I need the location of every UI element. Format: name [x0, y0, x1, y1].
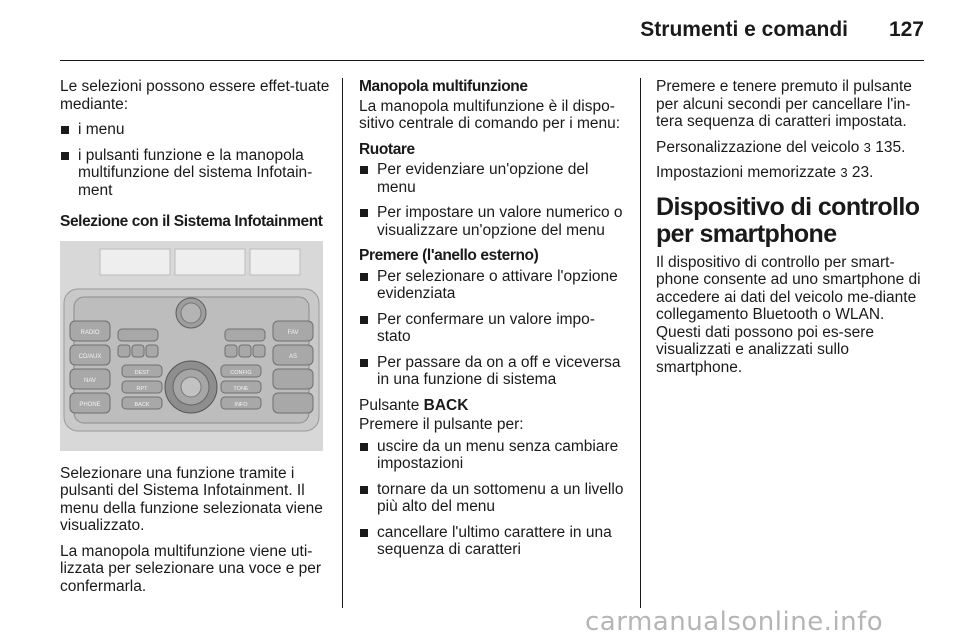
column-divider [640, 78, 641, 608]
intro-paragraph: Le selezioni possono essere effet-tuate mediante: [60, 78, 330, 113]
subheading: Ruotare [359, 140, 415, 158]
back-list [359, 438, 627, 559]
body-paragraph: La manopola multifunzione è il dispo-sitivo centrale di comando per i menu: [359, 97, 621, 132]
fav-label: FAV [287, 329, 299, 336]
info-label: INFO [234, 401, 248, 408]
back-label: BACK [134, 401, 150, 408]
rpt-label: RPT [136, 385, 148, 392]
list-item: Per passare da on a off e viceversa in una funzione di sistema [359, 354, 627, 389]
back-label: BACK [423, 396, 469, 414]
dest-label: DEST [134, 369, 150, 376]
list-item: i pulsanti funzione e la manopola multifunzione del sistema Infotain-ment [60, 147, 330, 200]
list-item: Per selezionare o attivare l'opzione evidenziata [359, 268, 627, 303]
list-item: Per impostare un valore numerico o visualizzare un'opzione del menu [359, 204, 627, 239]
selection-list [60, 121, 330, 199]
column-1 [60, 78, 330, 603]
ref-arrow-icon: 3 [863, 139, 871, 155]
ref-page: 23. [851, 164, 874, 181]
body-paragraph: Selezionare una funzione tramite i pulsanti del Sistema Infotainment. Il menu della funzione selezionata viene visualizzato. [60, 464, 323, 534]
section-heading: Manopola multifunzione [359, 78, 528, 95]
phone-label: PHONE [79, 401, 101, 408]
ref-text: Impostazioni memorizzate [656, 164, 837, 181]
list-item: Per evidenziare un'opzione del menu [359, 161, 627, 196]
nav-label: NAV [84, 377, 96, 384]
header-rule [60, 60, 924, 61]
body-paragraph: Premere e tenere premuto il pulsante per alcuni secondi per cancellare l'in-tera sequenza di caratteri impostata. [656, 78, 912, 130]
list-item: tornare da un sottomenu a un livello più alto del menu [359, 481, 627, 516]
radio-label: RADIO [80, 329, 100, 336]
body-paragraph: La manopola multifunzione viene uti-lizzata per selezionare una voce e per confermarla. [60, 542, 322, 595]
list-item: Per confermare un valore impo-stato [359, 311, 627, 346]
list-item: uscire da un menu senza cambiare impostazioni [359, 438, 627, 473]
cross-reference[interactable] [656, 139, 924, 157]
as-label: AS [288, 353, 298, 360]
column-2 [359, 78, 627, 567]
config-label: CONFIG [230, 369, 252, 376]
subheading: Premere (l'anello esterno) [359, 247, 539, 264]
cd-aux-label: CD/AUX [78, 353, 102, 360]
column-3 [656, 78, 924, 384]
list-item: cancellare l'ultimo carattere in una sequenza di caratteri [359, 524, 627, 559]
list-item: i menu [60, 121, 330, 139]
press-list [359, 268, 627, 389]
infotainment-panel-figure [60, 241, 323, 451]
section-heading: Selezione con il Sistema Infotainment [60, 213, 323, 230]
cross-reference[interactable] [656, 164, 924, 182]
section-heading: Dispositivo di controllo per smartphone [656, 192, 920, 248]
watermark: carmanualsonline.info [585, 607, 884, 637]
back-prefix: Pulsante [359, 396, 424, 414]
body-paragraph: Il dispositivo di controllo per smart-phone consente ad uno smartphone di accedere ai dati del veicolo me-diante collegamento Bluetooth o WLAN. Questi dati possono poi es-sere visualizzati e analizzati sullo smartphone. [656, 253, 921, 376]
ref-page: 135. [875, 138, 906, 156]
rotate-list [359, 161, 627, 239]
ref-arrow-icon: 3 [840, 165, 848, 180]
page-header-title: Strumenti e comandi [640, 18, 848, 41]
page-number: 127 [888, 18, 924, 41]
body-paragraph: Premere il pulsante per: [359, 416, 524, 433]
ref-text: Personalizzazione del veicolo [656, 138, 860, 156]
tone-label: TONE [233, 385, 249, 392]
column-divider [342, 78, 343, 608]
back-button-heading [359, 397, 627, 415]
